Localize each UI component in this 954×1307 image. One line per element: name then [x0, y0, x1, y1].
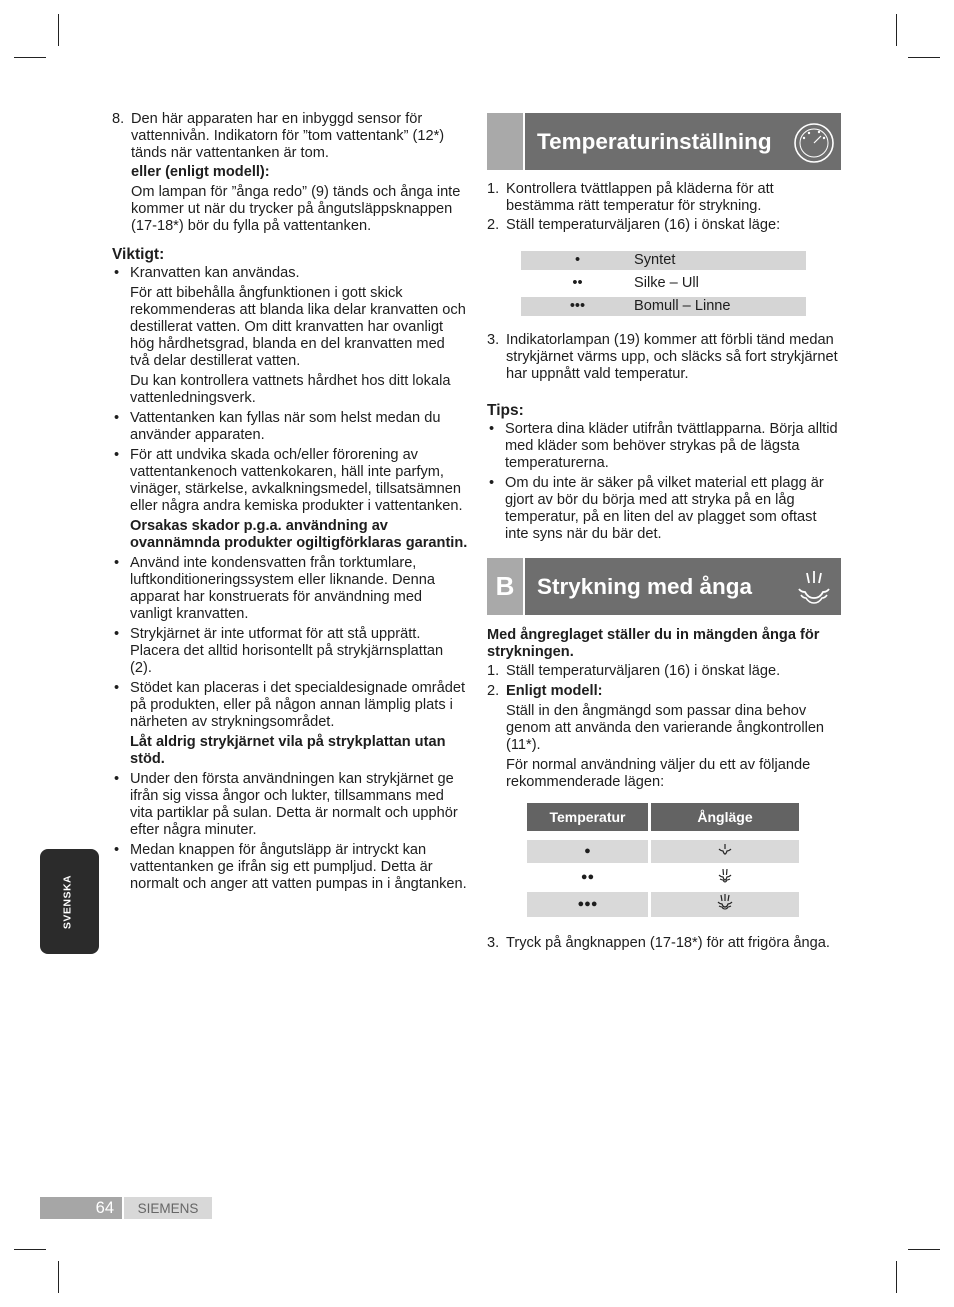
list-item [487, 217, 841, 234]
list-item [487, 421, 841, 472]
steam-cell [651, 892, 802, 917]
steam-medium-icon [717, 867, 733, 883]
paragraph: Ställ temperaturväljaren (16) i önskat läge. [506, 663, 781, 679]
item-number: 2. [487, 683, 500, 699]
brand-name: SIEMENS [137, 1200, 199, 1216]
paragraph: För att bibehålla ångfunktionen i gott skick rekommenderas att blanda lika delar kranvatten och destillerat vatten. Om ditt kranvatten har ovanligt hög hårdhetsgrad, blanda en del kranvatten med två delar destillerat vatten. [130, 285, 466, 369]
section-title: Strykning med ånga [537, 574, 753, 599]
item-number: 2. [487, 217, 500, 233]
section-banner-temperature [487, 113, 841, 170]
banner-square [487, 113, 523, 170]
paragraph: Under den första användningen kan strykjärnet ge ifrån sig vissa ångor och lukter, tillsammans med vita partiklar på sulan. Detta är normalt och upphör efter några minuter. [130, 771, 458, 838]
bullet: • [114, 410, 120, 426]
paragraph: Medan knappen för ångutsläpp är intryckt kan vattentanken ge ifrån sig ett pumpljud. Detta är normalt och anger att vatten pumpas in i ångtanken. [130, 842, 467, 892]
paragraph: Kontrollera tvättlappen på kläderna för att bestämma rätt temperatur för strykning. [506, 181, 774, 214]
paragraph: Ställ temperaturväljaren (16) i önskat läge: [506, 217, 781, 233]
language-label: SVENSKA [61, 874, 74, 930]
paragraph: För att undvika skada och/eller förorening av vattentankenoch vattenkokaren, häll inte parfym, vinäger, stärkelse, avkalkningsmedel, tillsatsämnen eller några andra kemiska produkter i vattentanken. [130, 447, 463, 514]
paragraph: Den här apparaten har en inbyggd sensor för vattennivån. Indikatorn för ”tom vattentank” (12*) tänds när vattentanken är tom. [131, 111, 445, 161]
list-item [112, 771, 468, 839]
item-number: 3. [487, 332, 500, 348]
steam-cell [651, 840, 802, 863]
paragraph: Om du inte är säker på vilket material ett plagg är gjort av bör du börja med att stryka på en låg temperatur, på en liten del av plagget som oftast inte syns när du bär det. [505, 475, 824, 542]
brand-box [124, 1197, 212, 1219]
temp-cell: ●●● [527, 892, 651, 917]
banner-bar [525, 113, 841, 170]
table-row [521, 274, 806, 293]
temp-cell: ● [527, 840, 651, 863]
paragraph: Tryck på ångknappen (17-18*) för att frigöra ånga. [506, 935, 830, 951]
paragraph: Du kan kontrollera vattnets hårdhet hos ditt lokala vattenledningsverk. [130, 373, 451, 406]
bold-note: Låt aldrig strykjärnet vila på strykplattan utan stöd. [130, 734, 446, 767]
steam-icon [793, 567, 835, 607]
bullet: • [114, 842, 120, 858]
temperature-dial-icon [793, 122, 835, 164]
paragraph: Strykjärnet är inte utformat för att stå upprätt. Placera det alltid horisontellt på strykjärnsplattan (2). [130, 626, 444, 676]
table-row [527, 866, 802, 889]
header-temperature: Temperatur [527, 803, 651, 831]
steam-table [527, 800, 802, 920]
crop-mark [908, 57, 940, 58]
paragraph: Vattentanken kan fyllas när som helst medan du använder apparaten. [130, 410, 441, 443]
table-row [527, 892, 802, 917]
list-item [112, 555, 468, 623]
crop-mark [908, 1249, 940, 1250]
paragraph: Indikatorlampan (19) kommer att förbli tänd medan strykjärnet värms upp, och släcks så fort strykjärnet har uppnått vald temperatur. [506, 332, 838, 382]
paragraph: Använd inte kondensvatten från torktumlare, luftkonditioneringssystem eller liknande. Denna apparat har konstruerats för användning med vanligt kranvatten. [130, 555, 436, 622]
temperature-table [521, 247, 806, 320]
banner-bar [525, 558, 841, 615]
paragraph: Ställ in den ångmängd som passar dina behov genom att använda den varierande ångkontrollen (11*). [506, 703, 825, 753]
dots-cell: • [521, 251, 634, 270]
header-steam: Ångläge [651, 803, 802, 831]
crop-mark [14, 57, 46, 58]
bullet: • [114, 771, 120, 787]
section-banner-steam [487, 558, 841, 615]
fabric-cell: Bomull – Linne [634, 297, 806, 316]
dots-cell: ••• [521, 297, 634, 316]
spacer-row [527, 834, 802, 837]
crop-mark [58, 1261, 59, 1293]
steam-low-icon [717, 842, 733, 856]
crop-mark [14, 1249, 46, 1250]
page-number: 64 [95, 1199, 114, 1217]
right-column [487, 113, 841, 952]
item-number: 1. [487, 663, 500, 679]
section-heading: Viktigt: [112, 246, 165, 263]
crop-mark [896, 1261, 897, 1293]
list-item [487, 181, 841, 215]
fabric-cell: Silke – Ull [634, 274, 806, 293]
banner-square: B [487, 558, 523, 615]
bullet: • [114, 265, 120, 281]
crop-mark [896, 14, 897, 46]
list-item [487, 663, 841, 680]
list-item [112, 680, 468, 768]
page-number-box [40, 1197, 122, 1219]
bullet: • [489, 421, 495, 437]
bold-note: Orsakas skador p.g.a. användning av ovannämnda produkter ogiltigförklaras garantin. [130, 518, 468, 551]
paragraph: Kranvatten kan användas. [130, 265, 300, 281]
list-item [112, 447, 468, 552]
list-item [112, 265, 468, 407]
paragraph: Om lampan för ”ånga redo” (9) tänds och ånga inte kommer ut när du trycker på ångutsläppsknappen (17-18*) bör du fylla på vattentanken. [131, 184, 461, 234]
bullet: • [114, 555, 120, 571]
bold-note: eller (enligt modell): [131, 164, 270, 180]
list-item [487, 475, 841, 543]
bullet: • [114, 626, 120, 642]
item-number: 8. [112, 111, 125, 127]
section-title: Temperaturinställning [537, 129, 772, 154]
table-header-row [527, 803, 802, 831]
bold-note: Enligt modell: [506, 683, 603, 699]
fabric-cell: Syntet [634, 251, 806, 270]
item-number: 3. [487, 935, 500, 951]
left-column [112, 111, 468, 893]
table-row [527, 840, 802, 863]
temp-cell: ●● [527, 866, 651, 889]
bullet: • [114, 447, 120, 463]
bullet: • [489, 475, 495, 491]
list-item [487, 683, 841, 791]
list-item [112, 111, 468, 235]
steam-high-icon [716, 893, 734, 911]
dots-cell: •• [521, 274, 634, 293]
list-item [112, 410, 468, 444]
table-row [521, 251, 806, 270]
paragraph: För normal användning väljer du ett av följande rekommenderade lägen: [506, 757, 811, 790]
list-item [487, 332, 841, 383]
paragraph: Sortera dina kläder utifrån tvättlapparna. Börja alltid med kläder som behöver strykas på de lägsta temperaturerna. [505, 421, 838, 471]
list-item [487, 935, 841, 952]
list-item [112, 626, 468, 677]
bullet: • [114, 680, 120, 696]
crop-mark [58, 14, 59, 46]
intro-text: Med ångreglaget ställer du in mängden ånga för strykningen. [487, 627, 820, 660]
paragraph: Stödet kan placeras i det specialdesignade området på produkten, eller på någon annan lämplig plats i närheten av strykningsområdet. [130, 680, 466, 730]
steam-cell [651, 866, 802, 889]
item-number: 1. [487, 181, 500, 197]
list-item [112, 842, 468, 893]
language-tab [40, 849, 99, 954]
table-row [521, 297, 806, 316]
section-heading: Tips: [487, 402, 524, 419]
